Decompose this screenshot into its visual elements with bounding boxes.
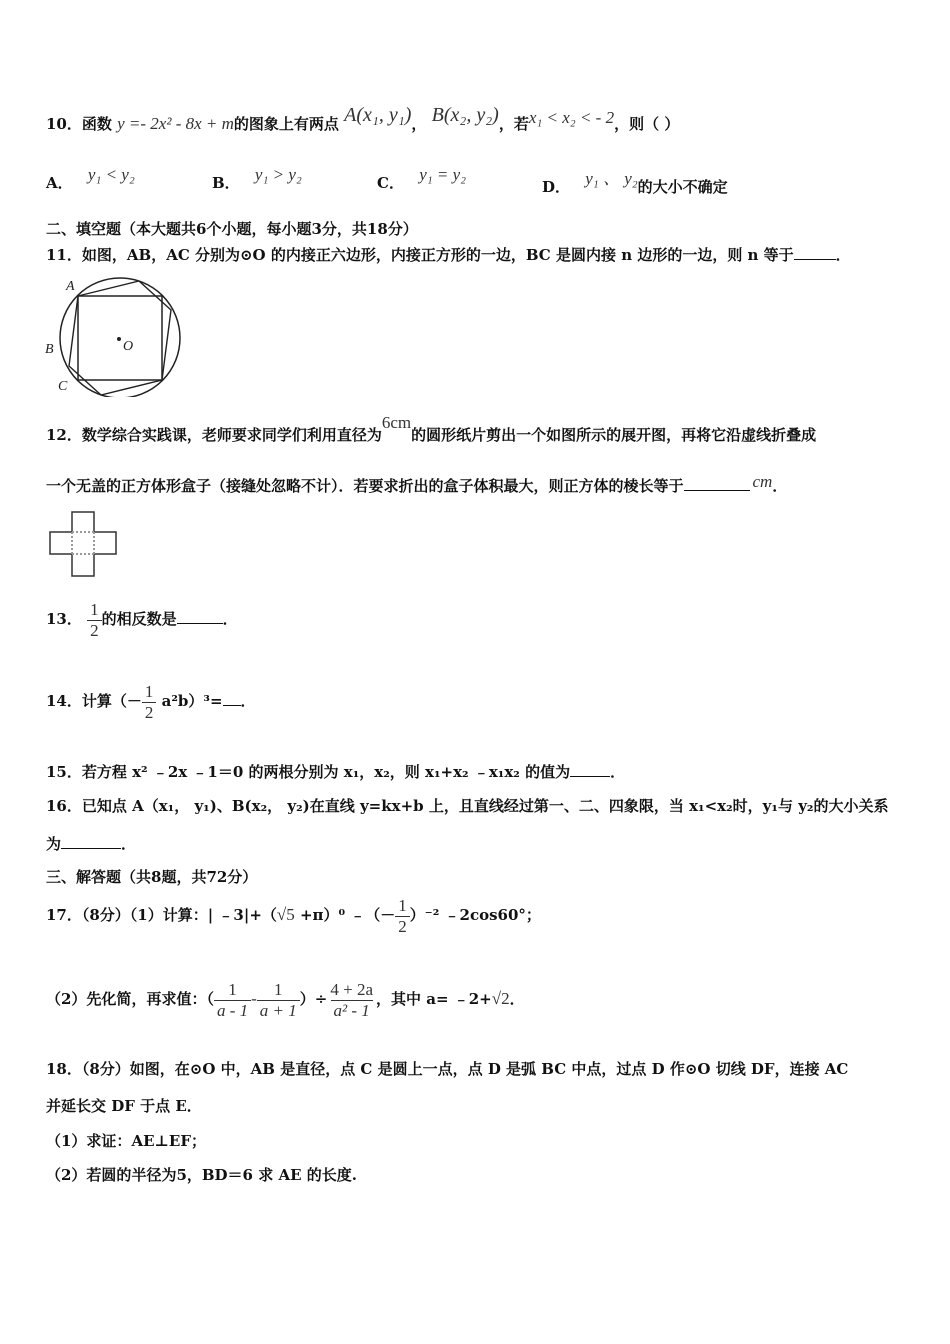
fraction-numerator: 1 xyxy=(274,979,283,999)
q17-fraction-3 xyxy=(327,980,376,1021)
q13-text: 的相反数是 xyxy=(101,610,177,628)
q17-fraction-1 xyxy=(214,980,251,1021)
q17-fraction-2 xyxy=(257,980,300,1021)
q14-pre: 14．计算（－ xyxy=(46,692,142,710)
q11-end: ． xyxy=(835,246,851,264)
q10-point-a: A(x₁, y₁) xyxy=(344,104,412,126)
option-tail: 的大小不确定 xyxy=(637,178,728,196)
q16-end: ． xyxy=(121,835,137,853)
q13-fraction xyxy=(87,600,102,641)
q11-text: 11．如图，AB，AC 分别为⊙O 的内接正六边形，内接正方形的一边，BC 是圆内接 n 边形的一边，则 n 等于 xyxy=(46,246,794,264)
q17-sqrt5: √5 xyxy=(276,905,295,924)
q17-part-2-post: ，其中 a= ﹣2+ xyxy=(376,990,492,1008)
q18-part-2: （2）若圆的半径为5，BD＝6 求 AE 的长度. xyxy=(46,1166,357,1184)
q14-post: a²b）³= xyxy=(156,692,223,710)
q15-text: 15．若方程 x² ﹣2x ﹣1＝0 的两根分别为 x₁，x₂，则 x₁+x₂ ﹣x₁x₂ 的值为 xyxy=(46,763,571,781)
q18-part-1: （1）求证：AE⊥EF； xyxy=(46,1132,206,1150)
q10-function: y =- 2x² - 8x + m xyxy=(117,114,234,133)
label-a: A xyxy=(66,279,75,294)
q14-stem xyxy=(46,678,256,724)
q11-stem xyxy=(46,243,851,266)
fraction-numerator: 1 xyxy=(398,895,407,915)
q11-answer-blank[interactable] xyxy=(794,243,836,260)
q15-stem xyxy=(46,760,625,783)
q10-option-d[interactable] xyxy=(542,169,728,197)
q10-stem xyxy=(46,104,680,135)
q17-part-1-pre: 17．（8分）（1）计算：| ﹣3|+（ xyxy=(46,906,277,924)
q17-part-2-pre: （2）先化简，再求值：（ xyxy=(46,990,214,1008)
option-expr: y₁ = y₂ xyxy=(419,165,467,184)
q16-line-1: 16．已知点 A（x₁， y₁)、B(x₂， y₂)在直线 y=kx+b 上，且直线经过第一、二、四象限，当 x₁<x₂时，y₁与 y₂的大小关系 xyxy=(46,797,889,815)
fraction-denominator: 2 xyxy=(142,702,157,723)
q10-option-a[interactable] xyxy=(46,165,135,193)
fraction-numerator: 1 xyxy=(144,681,154,701)
section-3-heading: 三、解答题（共8题，共72分） xyxy=(46,868,258,886)
q13-number: 13． xyxy=(46,610,82,628)
q10-end: ，则（ ） xyxy=(614,115,680,133)
fraction-denominator: a + 1 xyxy=(257,1000,300,1021)
option-label: B． xyxy=(212,174,240,192)
q13-stem xyxy=(46,596,238,642)
q10-number: 10． xyxy=(46,115,82,133)
fraction-numerator: 1 xyxy=(228,979,237,999)
q12-diameter: 6cm xyxy=(381,413,412,432)
q17-minus: - xyxy=(251,989,257,1008)
q17-part-2 xyxy=(46,976,525,1022)
q16-answer-blank[interactable] xyxy=(61,832,121,849)
q10-condition: x₁ < x₂ < - 2 xyxy=(528,108,615,127)
q12-text-c: 一个无盖的正方体形盒子（接缝处忽略不计）．若要求折出的盒子体积最大，则正方体的棱长等于 xyxy=(46,477,684,495)
q10-option-b[interactable] xyxy=(212,165,302,193)
label-b: B xyxy=(45,342,54,357)
q16-line-2 xyxy=(46,832,136,855)
q14-answer-blank[interactable] xyxy=(223,689,241,706)
fraction-denominator: a - 1 xyxy=(214,1000,251,1021)
option-expr: y₁ < y₂ xyxy=(87,165,135,184)
option-expr: y₁ 、 y₂ xyxy=(585,169,638,188)
q17-part-1-post: ）⁻² ﹣2cos60°； xyxy=(409,906,541,924)
fraction-denominator: a² - 1 xyxy=(331,1000,373,1021)
q18-line-2: 并延长交 DF 于点 E． xyxy=(46,1097,202,1115)
label-o: O xyxy=(123,339,134,354)
q12-text-b: 的圆形纸片剪出一个如图所示的展开图，再将它沿虚线折叠成 xyxy=(411,426,817,444)
q10-lead: 函数 xyxy=(81,115,112,133)
q17-part-1 xyxy=(46,892,541,938)
q13-answer-blank[interactable] xyxy=(177,607,223,624)
q17-part-1-mid: +π）⁰ ﹣（－ xyxy=(294,906,396,924)
center-point xyxy=(117,337,121,341)
q12-answer-blank[interactable] xyxy=(684,474,750,491)
fraction-numerator: 1 xyxy=(90,599,99,619)
q16-text: 为 xyxy=(46,835,62,853)
label-c: C xyxy=(58,379,68,394)
fraction-denominator: 2 xyxy=(87,620,102,641)
q17-sqrt2: √2 xyxy=(491,989,510,1008)
q17-part-2-end: ． xyxy=(509,990,525,1008)
q18-line-1: 18．（8分）如图，在⊙O 中，AB 是直径，点 C 是圆上一点，点 D 是弧 BC 中点，过点 D 作⊙O 切线 DF，连接 AC xyxy=(46,1060,849,1078)
option-label: D． xyxy=(542,178,571,196)
q10-mid: 的图象上有两点 xyxy=(233,115,339,133)
q14-end: ． xyxy=(240,692,256,710)
q11-figure-circle xyxy=(42,272,192,397)
q14-fraction xyxy=(142,682,157,723)
q12-line-2 xyxy=(46,474,787,497)
q13-end: ． xyxy=(222,610,238,628)
option-label: A． xyxy=(46,174,73,192)
q12-line-1 xyxy=(46,413,817,446)
section-2-heading: 二、填空题（本大题共6个小题，每小题3分，共18分） xyxy=(46,220,418,238)
q12-unit: cm xyxy=(752,472,773,491)
q17-part-2-mid: ）÷ xyxy=(299,990,328,1008)
fraction-denominator: 2 xyxy=(395,916,410,937)
q10-if: ，若 xyxy=(498,115,529,133)
option-label: C． xyxy=(377,174,404,192)
q12-end: ． xyxy=(772,477,788,495)
q17-fraction xyxy=(395,896,410,937)
q10-option-c[interactable] xyxy=(377,165,467,193)
q15-end: ． xyxy=(610,763,626,781)
q10-comma: ， xyxy=(411,115,427,133)
q15-answer-blank[interactable] xyxy=(570,760,610,777)
option-expr: y₁ > y₂ xyxy=(254,165,302,184)
q10-point-b: B(x₂, y₂) xyxy=(431,104,499,126)
fraction-numerator: 4 + 2a xyxy=(330,979,373,999)
q12-cube-net-figure xyxy=(48,510,122,580)
q12-text-a: 12．数学综合实践课，老师要求同学们利用直径为 xyxy=(46,426,382,444)
